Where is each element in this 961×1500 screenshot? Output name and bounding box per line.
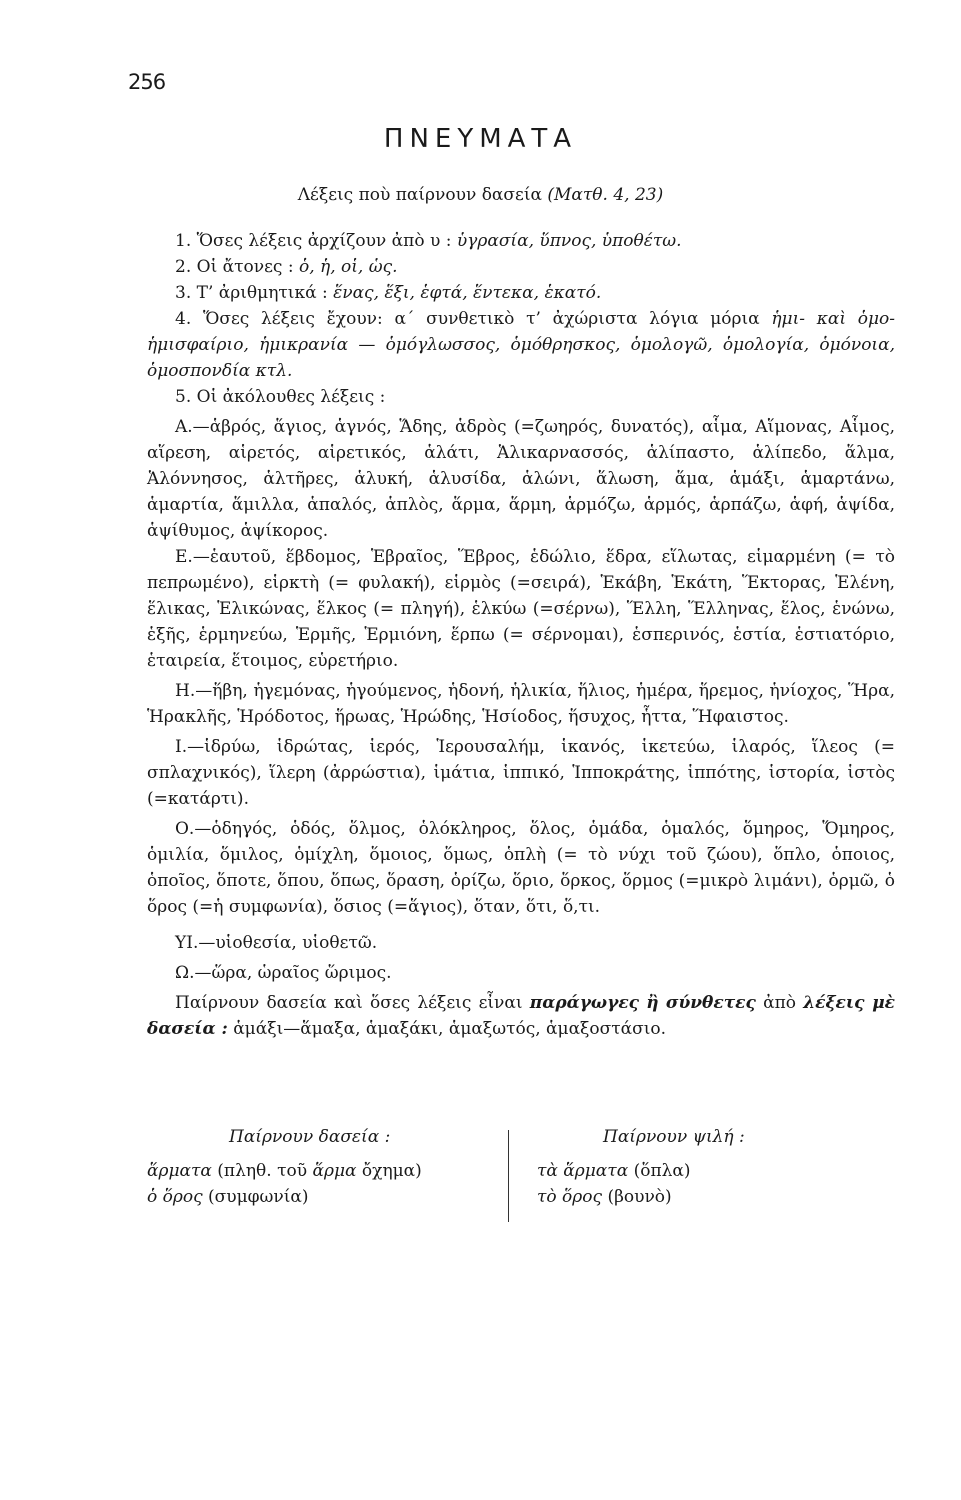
comparison-right-column xyxy=(537,1124,877,1210)
page-number: 256 xyxy=(128,70,166,94)
closing-paragraph: Παίρνουν δασεία καὶ ὅσες λέξεις εἶναι παράγωγες ἢ σύνθετες ἀπὸ λέξεις μὲ δασεία : ἁμάξι—ἅμαξα, ἁμαξάκι, ἁμαξωτός, ἁμαξοστάσιο. xyxy=(147,993,896,1039)
rule-item: 4. Ὅσες λέξεις ἔχουν: α΄ συνθετικὸ τ’ ἀχώριστα λόγια μόρια ἡμι- καὶ ὁμο- ἡμισφαίριο, ἡμικρανία — ὁμόγλωσσος, ὁμόθρησκος, ὁμολογῶ, ὁμολογία, ὁμόνοια, ὁμοσπονδία κτλ. xyxy=(147,309,896,381)
word-group-epsilon: Ε.—ἑαυτοῦ, ἕβδομος, Ἑβραῖος, Ἕβρος, ἑδώλιο, ἕδρα, εἵλωτας, εἱμαρμένη (= τὸ πεπρωμένο), εἱρκτὴ (= φυλακή), εἱρμὸς (=σειρά), Ἑκάβη, Ἑκάτη, Ἕκτορας, Ἑλένη, ἕλικας, Ἑλικώνας, ἕλκος (= πληγή), ἑλκύω (=σέρνω), Ἕλλη, Ἕλληνας, ἕλος, ἑνώνω, ἑξῆς, ἑρμηνεύω, Ἑρμῆς, Ἑρμιόνη, ἕρπω (= σέρνομαι), ἑσπερινός, ἑστία, ἑστιατόριο, ἑταιρεία, ἕτοιμος, εὑρετήριο. xyxy=(147,547,895,671)
right-column-header: Παίρνουν ψιλή : xyxy=(603,1127,745,1147)
subtitle-reference: (Ματθ. 4, 23) xyxy=(547,185,664,205)
comparison-row: ὁ ὅρος (συμφωνία) xyxy=(147,1187,309,1207)
comparison-row: ἅρματα (πληθ. τοῦ ἅρμα ὄχημα) xyxy=(147,1161,422,1181)
comparison-row: τὰ ἅρματα (ὅπλα) xyxy=(537,1161,691,1181)
word-group-iota: Ι.—ἱδρύω, ἱδρώτας, ἱερός, Ἱερουσαλήμ, ἱκανός, ἱκετεύω, ἱλαρός, ἵλεος (= σπλαχνικός), ἵλερη (ἀρρώστια), ἱμάτια, ἱππικό, Ἱπποκράτης, ἱππότης, ἱστορία, ἱστὸς (=κατάρτι). xyxy=(147,737,895,809)
subtitle-text: Λέξεις ποὺ παίρνουν δασεία xyxy=(297,185,542,205)
rule-item: 1. Ὅσες λέξεις ἀρχίζουν ἀπὸ υ : ὑγρασία, ὕπνος, ὑποθέτω. xyxy=(175,231,682,251)
column-divider xyxy=(508,1130,509,1222)
word-group-omicron: Ο.—ὁδηγός, ὁδός, ὅλμος, ὁλόκληρος, ὅλος, ὁμάδα, ὁμαλός, ὅμηρος, Ὅμηρος, ὁμιλία, ὅμιλος, ὁμίχλη, ὅμοιος, ὅμως, ὁπλὴ (= τὸ νύχι τοῦ ζώου), ὅπλο, ὁποιος, ὁποῖος, ὅποτε, ὅπου, ὅπως, ὅραση, ὁρίζω, ὅριο, ὅρκος, ὅρμος (=μικρὸ λιμάνι), ὁρμῶ, ὁ ὅρος (=ἡ συμφωνία), ὅσιος (=ἅγιος), ὅταν, ὅτι, ὅ,τι. xyxy=(147,819,895,917)
page-title: ΠΝΕΥΜΑΤΑ xyxy=(383,124,578,154)
comparison-row: τὸ ὅρος (βουνὸ) xyxy=(537,1187,672,1207)
word-group-upsilon-iota: ΥΙ.—υἱοθεσία, υἱοθετῶ. xyxy=(175,933,378,953)
comparison-left-column xyxy=(147,1124,487,1210)
left-column-header: Παίρνουν δασεία : xyxy=(229,1127,391,1147)
word-group-alpha: Α.—ἁβρός, ἅγιος, ἁγνός, Ἅδης, ἁδρὸς (=ζωηρός, δυνατός), αἷμα, Αἵμονας, Αἷμος, αἵρεση, αἱρετός, αἱρετικός, ἁλάτι, Ἁλικαρνασσός, ἁλίπαστο, ἁλίπεδο, ἅλμα, Ἁλόννησος, ἁλτῆρες, ἁλυκή, ἁλυσίδα, ἁλώνι, ἅλωση, ἅμα, ἁμάξι, ἁμαρτάνω, ἁμαρτία, ἅμιλλα, ἁπαλός, ἁπλὸς, ἅρμα, ἅρμη, ἁρμόζω, ἁρμός, ἁρπάζω, ἁφή, ἁψίδα, ἁψίθυμος, ἁψίκορος. xyxy=(147,417,895,541)
rule-item: 2. Οἱ ἄτονες : ὁ, ἡ, οἱ, ὡς. xyxy=(175,257,398,277)
subtitle xyxy=(0,185,961,205)
word-group-eta: Η.—ἥβη, ἡγεμόνας, ἡγούμενος, ἡδονή, ἡλικία, ἥλιος, ἡμέρα, ἥρεμος, ἡνίοχος, Ἥρα, Ἡρακλῆς, Ἡρόδοτος, ἥρωας, Ἡρώδης, Ἡσίοδος, ἥσυχος, ἧττα, Ἥφαιστος. xyxy=(147,681,895,727)
rule-item: 5. Οἱ ἀκόλουθες λέξεις : xyxy=(175,387,386,407)
main-text xyxy=(147,228,895,1042)
word-group-omega: Ω.—ὥρα, ὡραῖος ὥριμος. xyxy=(175,963,392,983)
rule-item: 3. Τ’ ἀριθμητικά : ἕνας, ἕξι, ἑφτά, ἕντεκα, ἑκατό. xyxy=(175,283,602,303)
